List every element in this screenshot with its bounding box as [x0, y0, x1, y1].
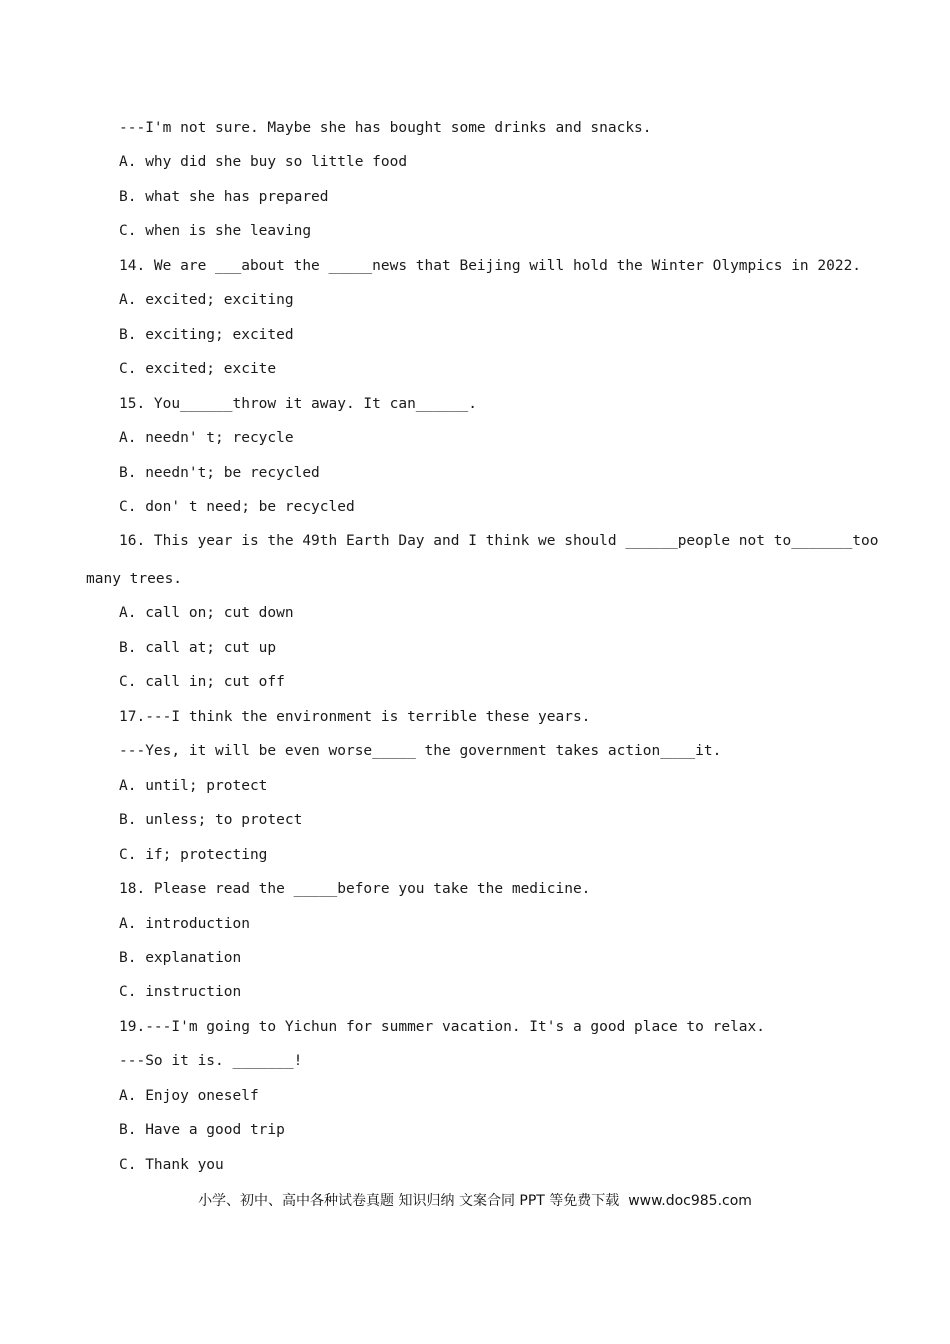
option-line: C. excited; excite [119, 361, 277, 377]
question-19: 19.---I'm going to Yichun for summer vacation. It's a good place to relax. [119, 1019, 766, 1035]
option-line: B. exciting; excited [119, 327, 294, 343]
question-18: 18. Please read the _____before you take the medicine. [119, 881, 591, 897]
option-line: C. call in; cut off [119, 674, 285, 690]
option-line: B. unless; to protect [119, 812, 303, 828]
option-line: B. call at; cut up [119, 640, 277, 656]
option-line: A. Enjoy oneself [119, 1088, 259, 1104]
option-line: A. introduction [119, 916, 250, 932]
option-line: B. explanation [119, 950, 242, 966]
option-line: C. Thank you [119, 1157, 224, 1173]
option-line: A. needn' t; recycle [119, 430, 294, 446]
dialogue-line: ---So it is. _______! [119, 1053, 303, 1069]
option-line: C. don' t need; be recycled [119, 499, 355, 515]
question-16: 16. This year is the 49th Earth Day and I think we should ______people not to_______too [119, 533, 879, 549]
option-line: A. until; protect [119, 778, 268, 794]
question-15: 15. You______throw it away. It can______. [119, 396, 477, 412]
option-line: C. if; protecting [119, 847, 268, 863]
option-line: A. excited; exciting [119, 292, 294, 308]
question-14: 14. We are ___about the _____news that Beijing will hold the Winter Olympics in 2022. [119, 258, 862, 274]
page-footer: 小学、初中、高中各种试卷真题 知识归纳 文案合同 PPT 等免费下载 www.doc985.com [198, 1193, 752, 1209]
question-16-continued: many trees. [86, 571, 183, 587]
option-line: C. instruction [119, 984, 242, 1000]
option-line: B. needn't; be recycled [119, 465, 320, 481]
dialogue-line: ---Yes, it will be even worse_____ the government takes action____it. [119, 743, 722, 759]
option-line: B. Have a good trip [119, 1122, 285, 1138]
dialogue-line: ---I'm not sure. Maybe she has bought some drinks and snacks. [119, 120, 652, 136]
option-line: A. call on; cut down [119, 605, 294, 621]
option-line: C. when is she leaving [119, 223, 312, 239]
option-line: A. why did she buy so little food [119, 154, 408, 170]
question-17: 17.---I think the environment is terrible these years. [119, 709, 591, 725]
option-line: B. what she has prepared [119, 189, 329, 205]
